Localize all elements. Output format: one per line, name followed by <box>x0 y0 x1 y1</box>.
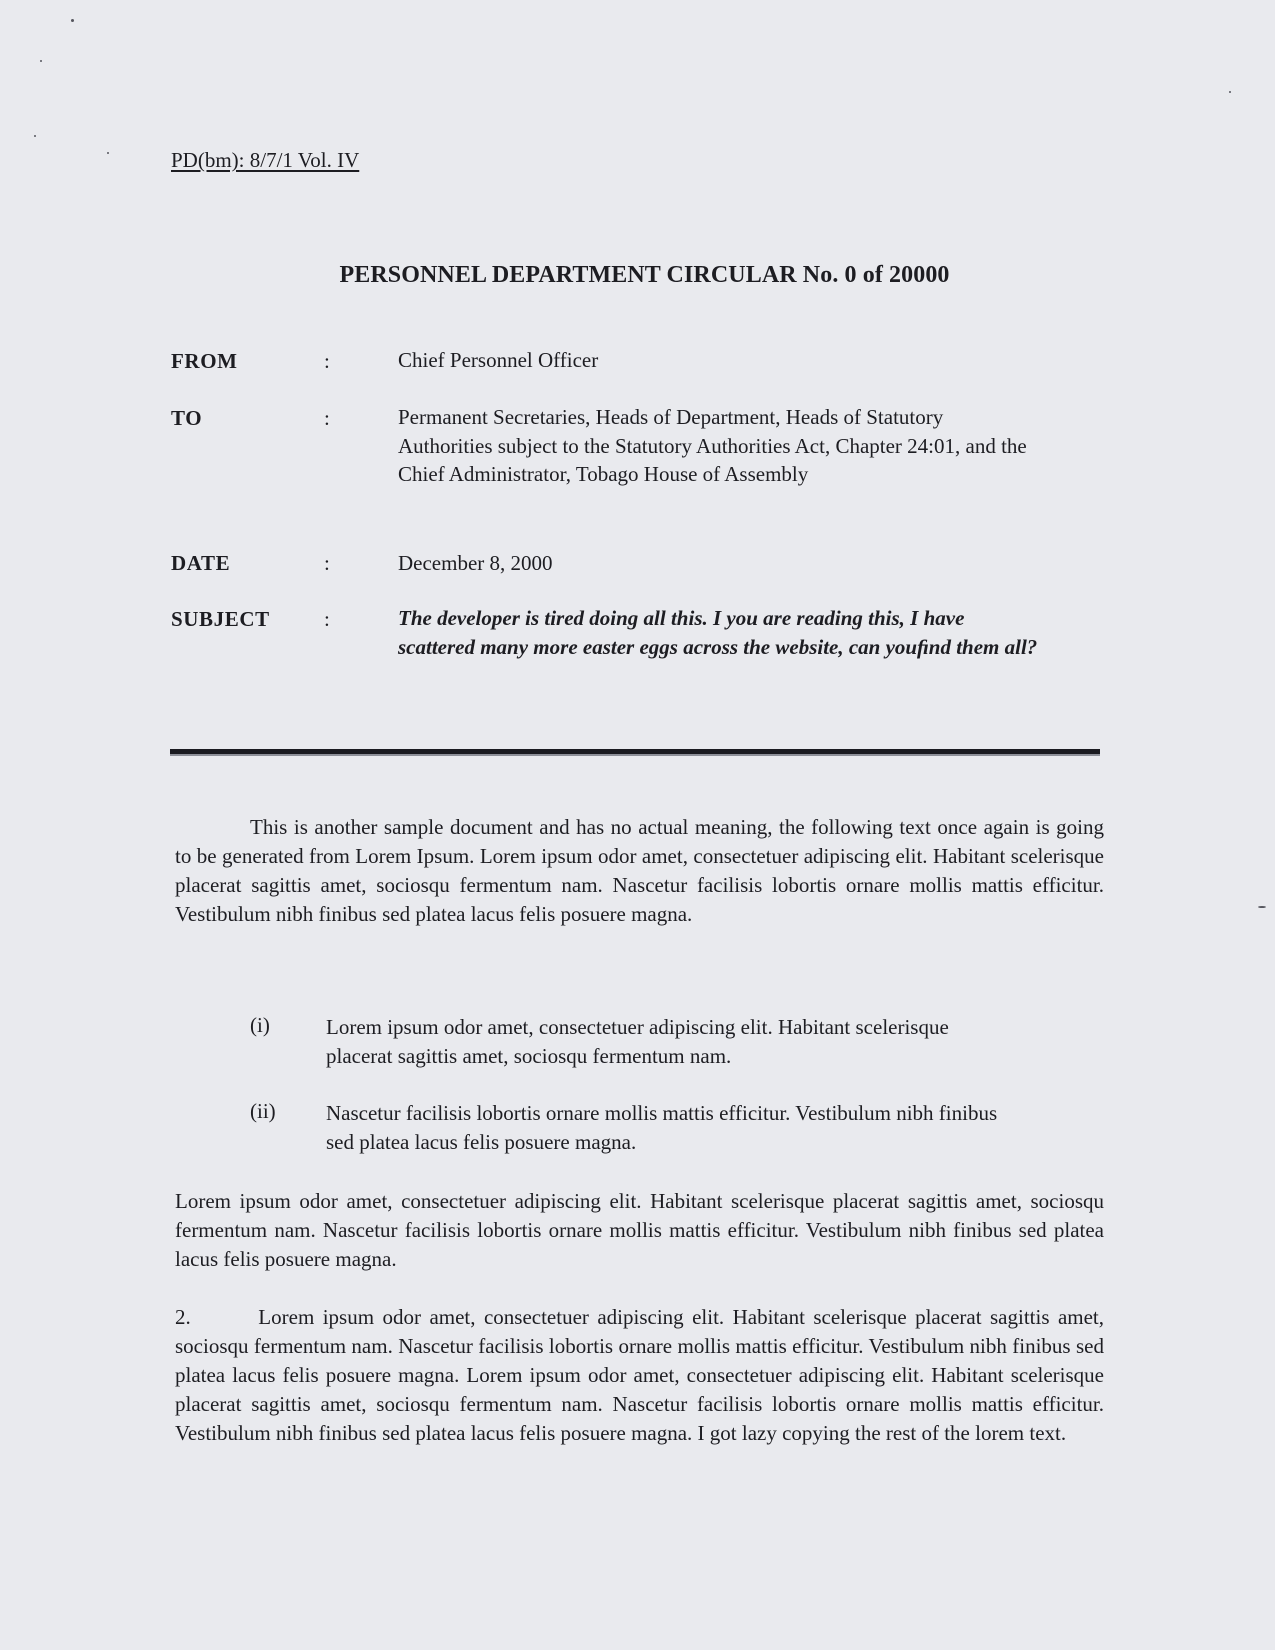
document-reference: PD(bm): 8/7/1 Vol. IV <box>171 148 360 172</box>
scan-speck <box>34 135 36 137</box>
to-label: TO <box>171 406 203 430</box>
date-colon: : <box>324 551 330 575</box>
scan-speck <box>71 19 74 22</box>
circular-title: PERSONNEL DEPARTMENT CIRCULAR No. 0 of 20000 <box>339 262 950 288</box>
subject-value: The developer is tired doing all this. I you are reading this, I have scattered many more easter eggs across the website, can youﬁnd them all? <box>398 606 1038 659</box>
scan-speck <box>40 60 42 62</box>
scan-speck <box>1229 91 1231 93</box>
list-item-text: Nascetur facilisis lobortis ornare mollis mattis efficitur. Vestibulum nibh finibus sed platea lacus felis posuere magna. <box>326 1101 998 1154</box>
from-colon: : <box>324 349 330 373</box>
from-value: Chief Personnel Officer <box>398 348 599 372</box>
scan-speck <box>107 152 109 154</box>
date-label: DATE <box>171 551 231 575</box>
to-value: Permanent Secretaries, Heads of Department, Heads of Statutory Authorities subject to the Statutory Authorities Act, Chapter 24:01, and the Chief Administrator, Tobago House of Assembly <box>398 405 1027 486</box>
header-divider <box>170 749 1100 756</box>
list-item-number: (ii) <box>250 1099 276 1123</box>
intro-paragraph: This is another sample document and has no actual meaning, the following text once again is going to be generated from Lorem Ipsum. Lorem ipsum odor amet, consectetuer adipiscing elit. Habitant scelerisque placerat sagittis amet, sociosqu fermentum nam. Nascetur facilisis lobortis ornare mollis mattis efficitur. Vestibulum nibh finibus sed platea lacus felis posuere magna. <box>175 815 1104 926</box>
from-label: FROM <box>171 349 238 373</box>
subject-label: SUBJECT <box>171 607 270 631</box>
list-item-number: (i) <box>250 1013 270 1037</box>
list-item-text: Lorem ipsum odor amet, consectetuer adipiscing elit. Habitant scelerisque placerat sagittis amet, sociosqu fermentum nam. <box>326 1015 949 1068</box>
to-colon: : <box>324 406 330 430</box>
section-2-paragraph: 2. Lorem ipsum odor amet, consectetuer adipiscing elit. Habitant scelerisque placerat sagittis amet, sociosqu fermentum nam. Nascetur facilisis lobortis ornare mollis mattis efficitur. Vestibulum nibh finibus sed platea lacus felis posuere magna. Lorem ipsum odor amet, consectetuer adipiscing elit. Habitant scelerisque placerat sagittis amet, sociosqu fermentum nam. Nascetur facilisis lobortis ornare mollis mattis efficitur. Vestibulum nibh finibus sed platea lacus felis posuere magna. I got lazy copying the rest of the lorem text. <box>175 1305 1110 1445</box>
subject-colon: : <box>324 607 330 631</box>
date-value: December 8, 2000 <box>398 551 553 575</box>
body-paragraph: Lorem ipsum odor amet, consectetuer adipiscing elit. Habitant scelerisque placerat sagittis amet, sociosqu fermentum nam. Nascetur facilisis lobortis ornare mollis mattis efficitur. Vestibulum nibh finibus sed platea lacus felis posuere magna. <box>175 1189 1104 1271</box>
scan-speck <box>1258 906 1266 908</box>
